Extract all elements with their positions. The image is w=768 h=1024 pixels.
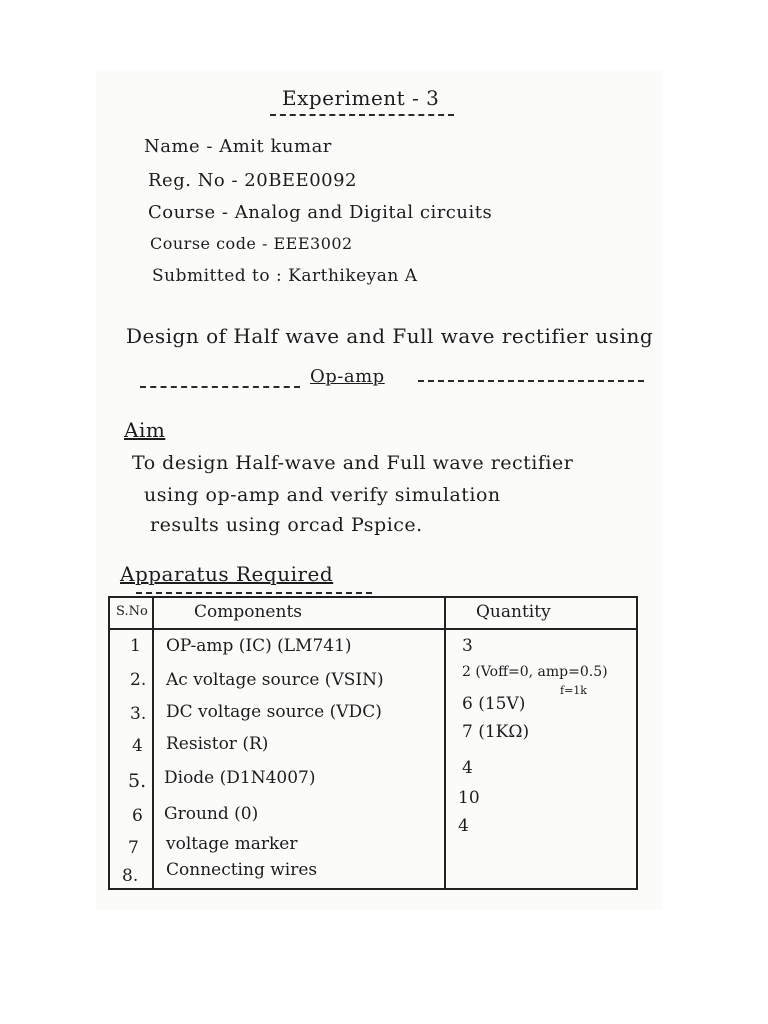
row-1-quantity: 3 xyxy=(462,636,473,656)
row-2-quantity: 2 (Voff=0, amp=0.5) xyxy=(462,664,608,680)
row-3-quantity: 6 (15V) xyxy=(462,694,526,714)
row-8-component: Connecting wires xyxy=(166,860,318,880)
aim-line2: using op-amp and verify simulation xyxy=(144,484,501,506)
row-6-sno: 6 xyxy=(132,806,143,826)
row-8-sno: 8. xyxy=(122,866,139,886)
row-3-sno: 3. xyxy=(130,704,147,724)
course-code: Course code - EEE3002 xyxy=(150,234,353,253)
design-title-line1: Design of Half wave and Full wave rectifier using xyxy=(126,324,654,348)
table-header-rule xyxy=(110,628,636,630)
header-components: Components xyxy=(194,602,302,622)
submitted-to: Submitted to : Karthikeyan A xyxy=(152,266,418,286)
row-4-sno: 4 xyxy=(132,736,143,756)
design-dash-left xyxy=(140,386,300,388)
row-5-quantity: 4 xyxy=(462,758,473,778)
aim-line1: To design Half-wave and Full wave rectifier xyxy=(132,452,574,474)
row-5-sno: 5. xyxy=(128,770,147,792)
row-4-component: Resistor (R) xyxy=(166,734,269,754)
aim-heading: Aim xyxy=(124,418,166,442)
student-name: Name - Amit kumar xyxy=(144,136,332,157)
row-7-sno: 7 xyxy=(128,838,139,858)
row-6-quantity: 10 xyxy=(458,788,480,808)
experiment-title: Experiment - 3 xyxy=(282,86,440,110)
row-5-component: Diode (D1N4007) xyxy=(164,768,316,788)
design-title-line2: Op-amp xyxy=(310,366,385,387)
table-divider-sno xyxy=(152,598,154,888)
row-1-component: OP-amp (IC) (LM741) xyxy=(166,636,352,656)
header-sno: S.No xyxy=(116,604,148,619)
header-quantity: Quantity xyxy=(476,602,551,622)
row-3-component: DC voltage source (VDC) xyxy=(166,702,382,722)
row-7-component: voltage marker xyxy=(166,834,298,854)
table-divider-quantity xyxy=(444,598,446,888)
row-2-component: Ac voltage source (VSIN) xyxy=(166,670,384,690)
row-2-sno: 2. xyxy=(130,670,147,690)
row-2-quantity-note: f=1k xyxy=(560,684,587,697)
row-7-quantity: 4 xyxy=(458,816,469,836)
course-name: Course - Analog and Digital circuits xyxy=(148,202,493,223)
row-1-sno: 1 xyxy=(130,636,141,656)
apparatus-table xyxy=(108,596,638,890)
row-4-quantity: 7 (1KΩ) xyxy=(462,722,530,742)
registration-number: Reg. No - 20BEE0092 xyxy=(148,170,358,191)
design-dash-right xyxy=(418,380,644,382)
aim-line3: results using orcad Pspice. xyxy=(150,514,423,536)
title-underline xyxy=(270,114,454,116)
row-6-component: Ground (0) xyxy=(164,804,259,824)
apparatus-heading: Apparatus Required xyxy=(120,562,334,586)
apparatus-dash xyxy=(136,592,372,594)
